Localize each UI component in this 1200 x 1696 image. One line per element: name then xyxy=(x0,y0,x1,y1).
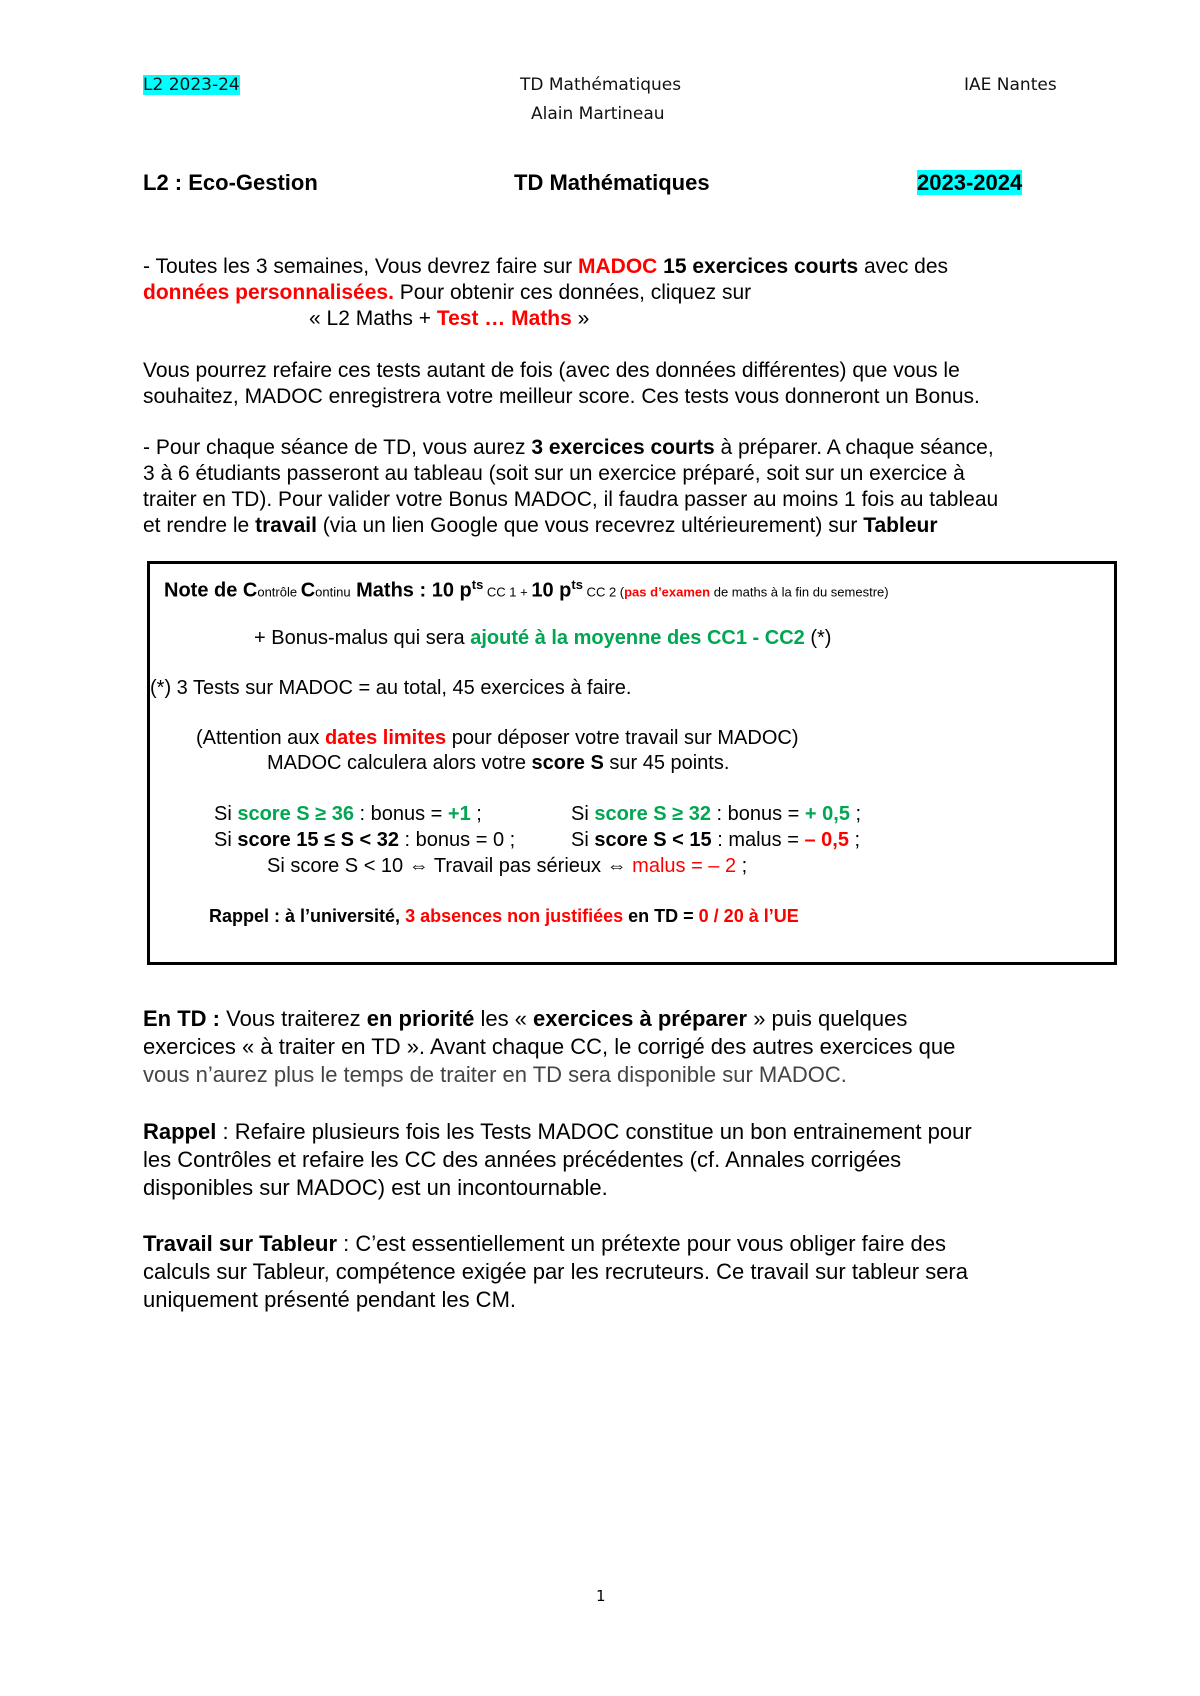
note-line: Note de Contrôle Continu Maths : 10 $p^{ts}$ CC 1 + 10 $p^{ts}$ CC 2 (pas d’examen de maths à la fin du semestre) xyxy=(164,577,889,602)
header-center-line1: TD Mathématiques xyxy=(520,75,682,95)
page-number: 1 xyxy=(596,1587,606,1605)
tests-line2: souhaitez, MADOC enregistrera votre meilleur score. Ces tests vous donneront un Bonus. xyxy=(143,385,980,408)
rule-bonus-1: Si score S ≥ 36 : bonus = +1 ; xyxy=(214,803,482,825)
en-td-section xyxy=(143,1005,1103,1089)
travail-line2: calculs sur Tableur, compétence exigée par les recruteurs. Ce travail sur tableur sera xyxy=(143,1259,968,1284)
bonus-line: + Bonus-malus qui sera ajouté à la moyenne des CC1 - CC2 (*) xyxy=(254,627,832,649)
intro-line1: - Toutes les 3 semaines, Vous devrez faire sur MADOC 15 exercices courts avec des xyxy=(143,255,949,278)
seance-line1: - Pour chaque séance de TD, vous aurez 3 exercices courts à préparer. A chaque séance, xyxy=(143,436,994,459)
title-left: L2 : Eco-Gestion xyxy=(143,170,318,195)
en-td-line1: En TD : Vous traiterez en priorité les « exercices à préparer » puis quelques xyxy=(143,1006,908,1031)
travail-section xyxy=(143,1230,1103,1314)
rule-malus-2: Si score S < 10 ⇔ Travail pas sérieux ⇔ malus = – 2 ; xyxy=(267,855,748,877)
tests-count-line: (*) 3 Tests sur MADOC = au total, 45 exercices à faire. xyxy=(150,677,632,699)
title-right: 2023-2024 xyxy=(917,170,1023,195)
rappel-section xyxy=(143,1118,1103,1202)
seance-line4: et rendre le travail (via un lien Google que vous recevrez ultérieurement) sur Tableur xyxy=(143,514,938,537)
travail-line1: Travail sur Tableur : C’est essentiellement un prétexte pour vous obliger faire des xyxy=(143,1231,947,1256)
rappel-line1: Rappel : Refaire plusieurs fois les Tests MADOC constitue un bon entrainement pour xyxy=(143,1119,972,1144)
en-td-line2: exercices « à traiter en TD ». Avant chaque CC, le corrigé des autres exercices que xyxy=(143,1034,956,1059)
attention-line: (Attention aux dates limites pour déposer votre travail sur MADOC) xyxy=(196,727,799,749)
rappel-line2: les Contrôles et refaire les CC des années précédentes (cf. Annales corrigées xyxy=(143,1147,902,1172)
seance-line3: traiter en TD). Pour valider votre Bonus MADOC, il faudra passer au moins 1 fois au tableau xyxy=(143,488,999,511)
absences-reminder: Rappel : à l’université, 3 absences non justifiées en TD = 0 / 20 à l’UE xyxy=(209,906,799,926)
intro-line3: « L2 Maths + Test … Maths » xyxy=(309,307,590,330)
seance-paragraph xyxy=(143,435,1103,539)
rule-malus-05: Si score S < 15 : malus = – 0,5 ; xyxy=(571,829,861,851)
en-td-line3: vous n’aurez plus le temps de traiter en TD sera disponible sur MADOC. xyxy=(143,1062,847,1087)
tests-paragraph xyxy=(143,358,1083,410)
rule-bonus-0: Si score 15 ≤ S < 32 : bonus = 0 ; xyxy=(214,829,516,851)
seance-line2: 3 à 6 étudiants passeront au tableau (soit sur un exercice préparé, soit sur un exercice à xyxy=(143,462,965,485)
rule-bonus-05: Si score S ≥ 32 : bonus = + 0,5 ; xyxy=(571,803,862,825)
intro-line2: données personnalisées. Pour obtenir ces données, cliquez sur xyxy=(143,281,752,304)
intro-paragraph xyxy=(143,254,1073,332)
travail-line3: uniquement présenté pendant les CM. xyxy=(143,1287,517,1312)
title-center: TD Mathématiques xyxy=(514,170,710,195)
tests-line1: Vous pourrez refaire ces tests autant de fois (avec des données différentes) que vous le xyxy=(143,359,960,382)
header-left: L2 2023-24 xyxy=(143,75,240,95)
calcul-line: MADOC calculera alors votre score S sur 45 points. xyxy=(267,752,730,774)
rappel-line3: disponibles sur MADOC) est un incontournable. xyxy=(143,1175,608,1200)
header-center-line2: Alain Martineau xyxy=(531,104,665,124)
header-right: IAE Nantes xyxy=(964,75,1057,95)
